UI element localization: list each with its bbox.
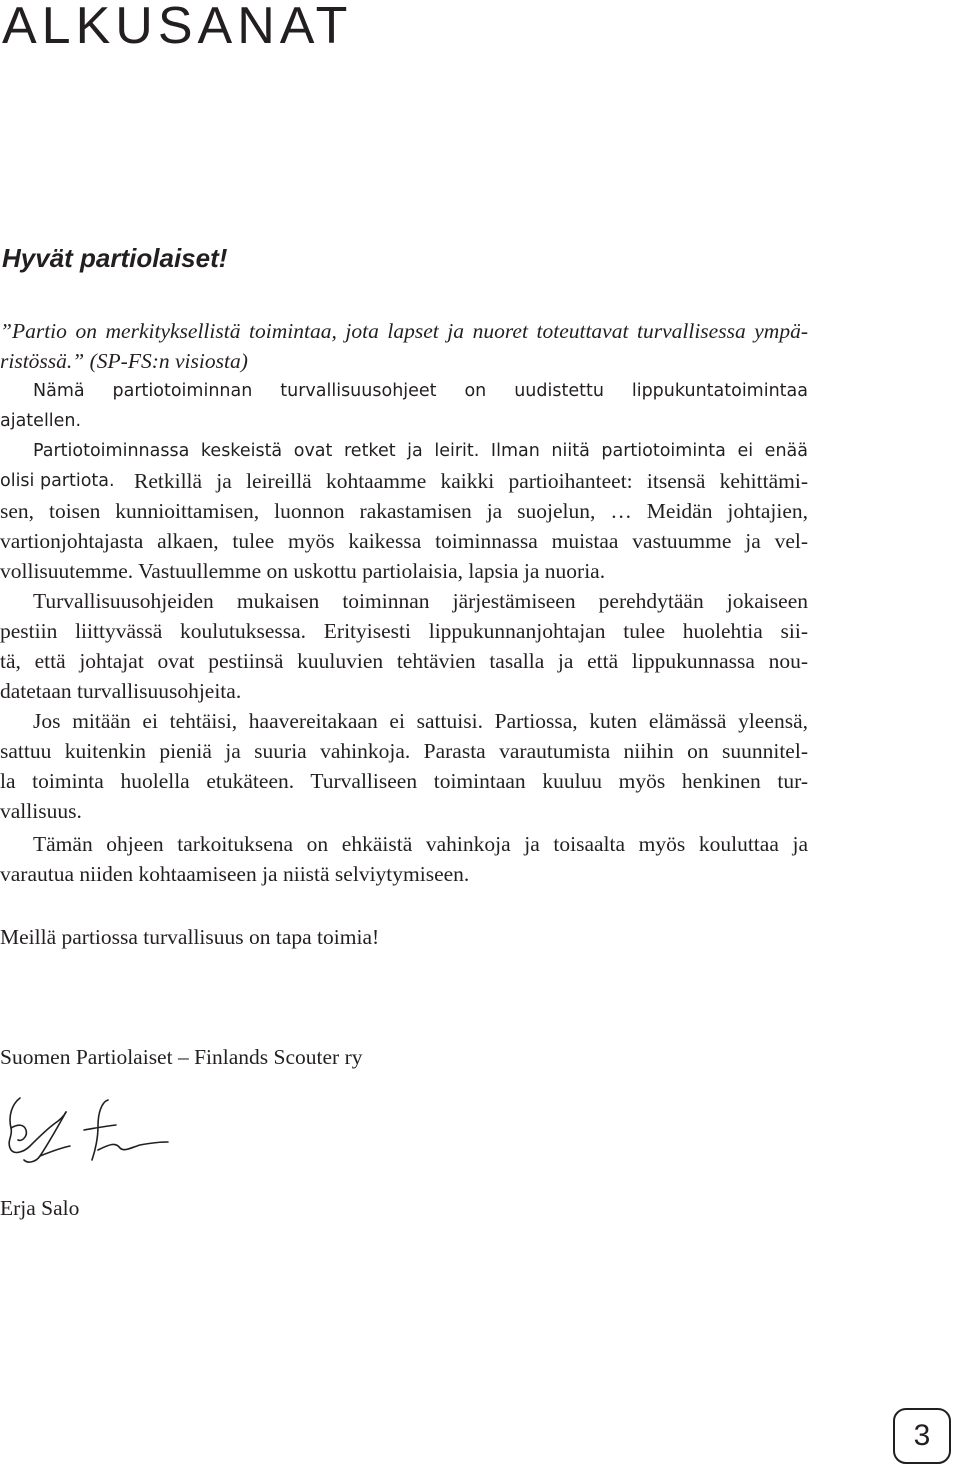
paragraph-line: tä, että johtajat ovat pestiinsä kuuluvien tehtävien tasalla ja että lippukunnassa nou- bbox=[0, 649, 808, 673]
paragraph-line: olisi partiota. bbox=[0, 471, 115, 491]
page-title: ALKUSANAT bbox=[2, 0, 353, 55]
paragraph-line: vollisuutemme. Vastuullemme on uskottu partiolaisia, lapsia ja nuoria. bbox=[0, 559, 606, 583]
paragraph-line: la toiminta huolella etukäteen. Turvalliseen toimintaan kuuluu myös henkinen tur- bbox=[0, 769, 808, 793]
paragraph-line: Retkillä ja leireillä kohtaamme kaikki partioihanteet: itsensä kehittämi- bbox=[134, 469, 808, 493]
page-number: 3 bbox=[913, 1419, 931, 1452]
paragraph-line: Turvallisuusohjeiden mukaisen toiminnan järjestämiseen perehdytään jokaiseen bbox=[33, 589, 808, 613]
paragraph-line: sen, toisen kunnioittamisen, luonnon rakastamisen ja suojelun, … Meidän johtajien, bbox=[0, 499, 808, 523]
paragraph-line: Jos mitään ei tehtäisi, haavereitakaan ei sattuisi. Partiossa, kuten elämässä yleensä, bbox=[33, 709, 808, 733]
organization-name: Suomen Partiolaiset – Finlands Scouter ry bbox=[0, 1045, 363, 1069]
paragraph-line: Partiotoiminnassa keskeistä ovat retket ja leirit. Ilman niitä partiotoiminta ei enää bbox=[33, 441, 808, 461]
paragraph-line: datetaan turvallisuusohjeita. bbox=[0, 679, 242, 703]
quote-line: ”Partio on merkityksellistä toimintaa, jota lapset ja nuoret toteuttavat turvallisessa ympä- bbox=[0, 319, 808, 343]
closing-line: Meillä partiossa turvallisuus on tapa toimia! bbox=[0, 925, 380, 949]
quote-line: ristössä.” (SP-FS:n visiosta) bbox=[0, 349, 248, 373]
handwritten-signature bbox=[0, 1090, 175, 1165]
paragraph-line: vallisuus. bbox=[0, 799, 82, 823]
page-number-box bbox=[893, 1408, 951, 1464]
paragraph-line: varautua niiden kohtaamiseen ja niistä selviytymiseen. bbox=[0, 862, 470, 886]
greeting: Hyvät partiolaiset! bbox=[2, 243, 228, 273]
paragraph-line: vartionjohtajasta alkaen, tulee myös kaikessa toiminnassa muistaa vastuumme ja vel- bbox=[0, 529, 808, 553]
paragraph-line: Tämän ohjeen tarkoituksena on ehkäistä vahinkoja ja toisaalta myös kouluttaa ja bbox=[33, 832, 808, 856]
signatory-name: Erja Salo bbox=[0, 1196, 80, 1220]
paragraph-line: ajatellen. bbox=[0, 411, 82, 431]
paragraph-line: Nämä partiotoiminnan turvallisuusohjeet on uudistettu lippukuntatoimintaa bbox=[33, 381, 808, 401]
paragraph-line: pestiin liittyvässä koulutuksessa. Erityisesti lippukunnanjohtajan tulee huolehtia sii- bbox=[0, 619, 808, 643]
paragraph-line: sattuu kuitenkin pieniä ja suuria vahinkoja. Parasta varautumista niihin on suunnitel- bbox=[0, 739, 808, 763]
